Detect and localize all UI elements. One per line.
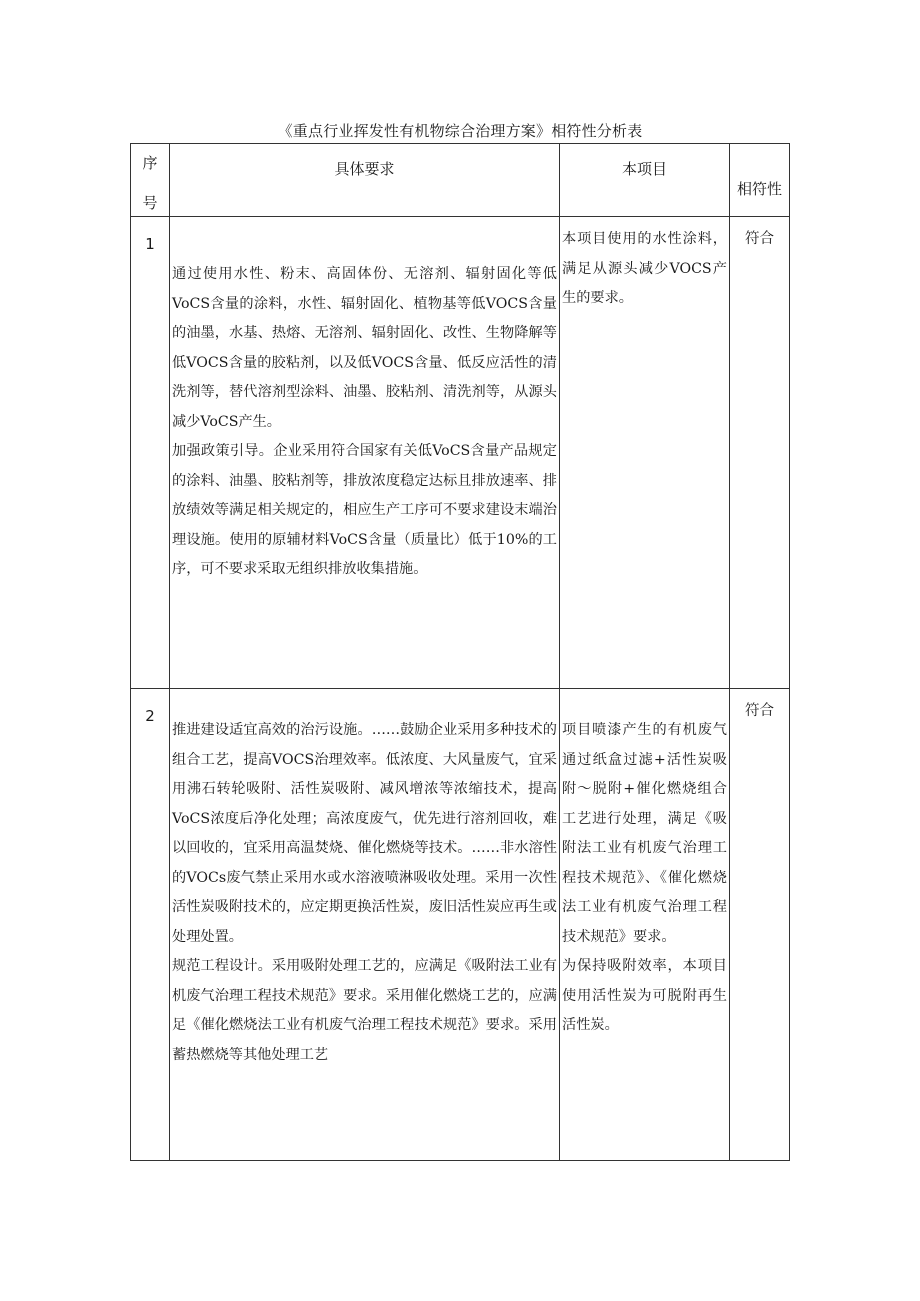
row-requirement: [170, 217, 560, 689]
table-row: [131, 689, 790, 1161]
header-seq-char2: 号: [142, 194, 158, 212]
requirement-paragraph: 规范工程设计。采用吸附处理工艺的，应满足《吸附法工业有机废气治理工程技术规范》要求。采用催化燃烧工艺的，应满足《催化燃烧法工业有机废气治理工程技术规范》要求。采用蓄热燃烧等其他处理工艺: [172, 958, 557, 1063]
header-seq-char1: 序: [142, 154, 158, 172]
project-paragraph: 本项目使用的水性涂料，满足从源头减少VOCS产生的要求。: [562, 231, 727, 306]
table-row: [131, 217, 790, 689]
row-project: [560, 689, 730, 1161]
row-seq: 1: [131, 217, 170, 689]
conformity-analysis-table: [130, 143, 790, 1161]
row-requirement: [170, 689, 560, 1161]
table-header-row: [131, 144, 790, 217]
table-title: 《重点行业挥发性有机物综合治理方案》相符性分析表: [277, 122, 643, 140]
row-conformity: 符合: [730, 689, 790, 1161]
requirement-paragraph: 加强政策引导。企业采用符合国家有关低VoCS含量产品规定的涂料、油墨、胶粘剂等，排放浓度稳定达标且排放速率、排放绩效等满足相关规定的，相应生产工序可不要求建设末端治理设施。使用的原辅材料VoCS含量（质量比）低于10%的工序，可不要求采取无组织排放收集措施。: [172, 443, 557, 577]
project-paragraph: 项目喷漆产生的有机废气通过纸盒过滤+活性炭吸附～脱附+催化燃烧组合工艺进行处理，满足《吸附法工业有机废气治理工程技术规范》、《催化燃烧法工业有机废气治理工程技术规范》要求。: [562, 722, 727, 945]
header-conformity: 相符性: [730, 144, 790, 217]
project-paragraph: 为保持吸附效率，本项目使用活性炭为可脱附再生活性炭。: [562, 958, 727, 1033]
row-project: [560, 217, 730, 689]
requirement-paragraph: 通过使用水性、粉末、高固体份、无溶剂、辐射固化等低VoCS含量的涂料，水性、辐射固化、植物基等低VOCS含量的油墨，水基、热熔、无溶剂、辐射固化、改性、生物降解等低VOCS含量的胶粘剂，以及低VOCS含量、低反应活性的清洗剂等，替代溶剂型涂料、油墨、胶粘剂、清洗剂等，从源头减少VoCS产生。: [172, 266, 557, 430]
header-seq: [131, 144, 170, 217]
header-requirement: 具体要求: [170, 144, 560, 217]
header-project: 本项目: [560, 144, 730, 217]
requirement-paragraph: 推进建设适宜高效的治污设施。……鼓励企业采用多种技术的组合工艺，提高VOCS治理效率。低浓度、大风量废气，宜采用沸石转轮吸附、活性炭吸附、减风增浓等浓缩技术，提高VoCS浓度后净化处理；高浓度废气，优先进行溶剂回收，难以回收的，宜采用高温焚烧、催化燃烧等技术。……非水溶性的VOCs废气禁止采用水或水溶液喷淋吸收处理。采用一次性活性炭吸附技术的，应定期更换活性炭，废旧活性炭应再生或处理处置。: [172, 722, 557, 945]
row-conformity: 符合: [730, 217, 790, 689]
row-seq: 2: [131, 689, 170, 1161]
